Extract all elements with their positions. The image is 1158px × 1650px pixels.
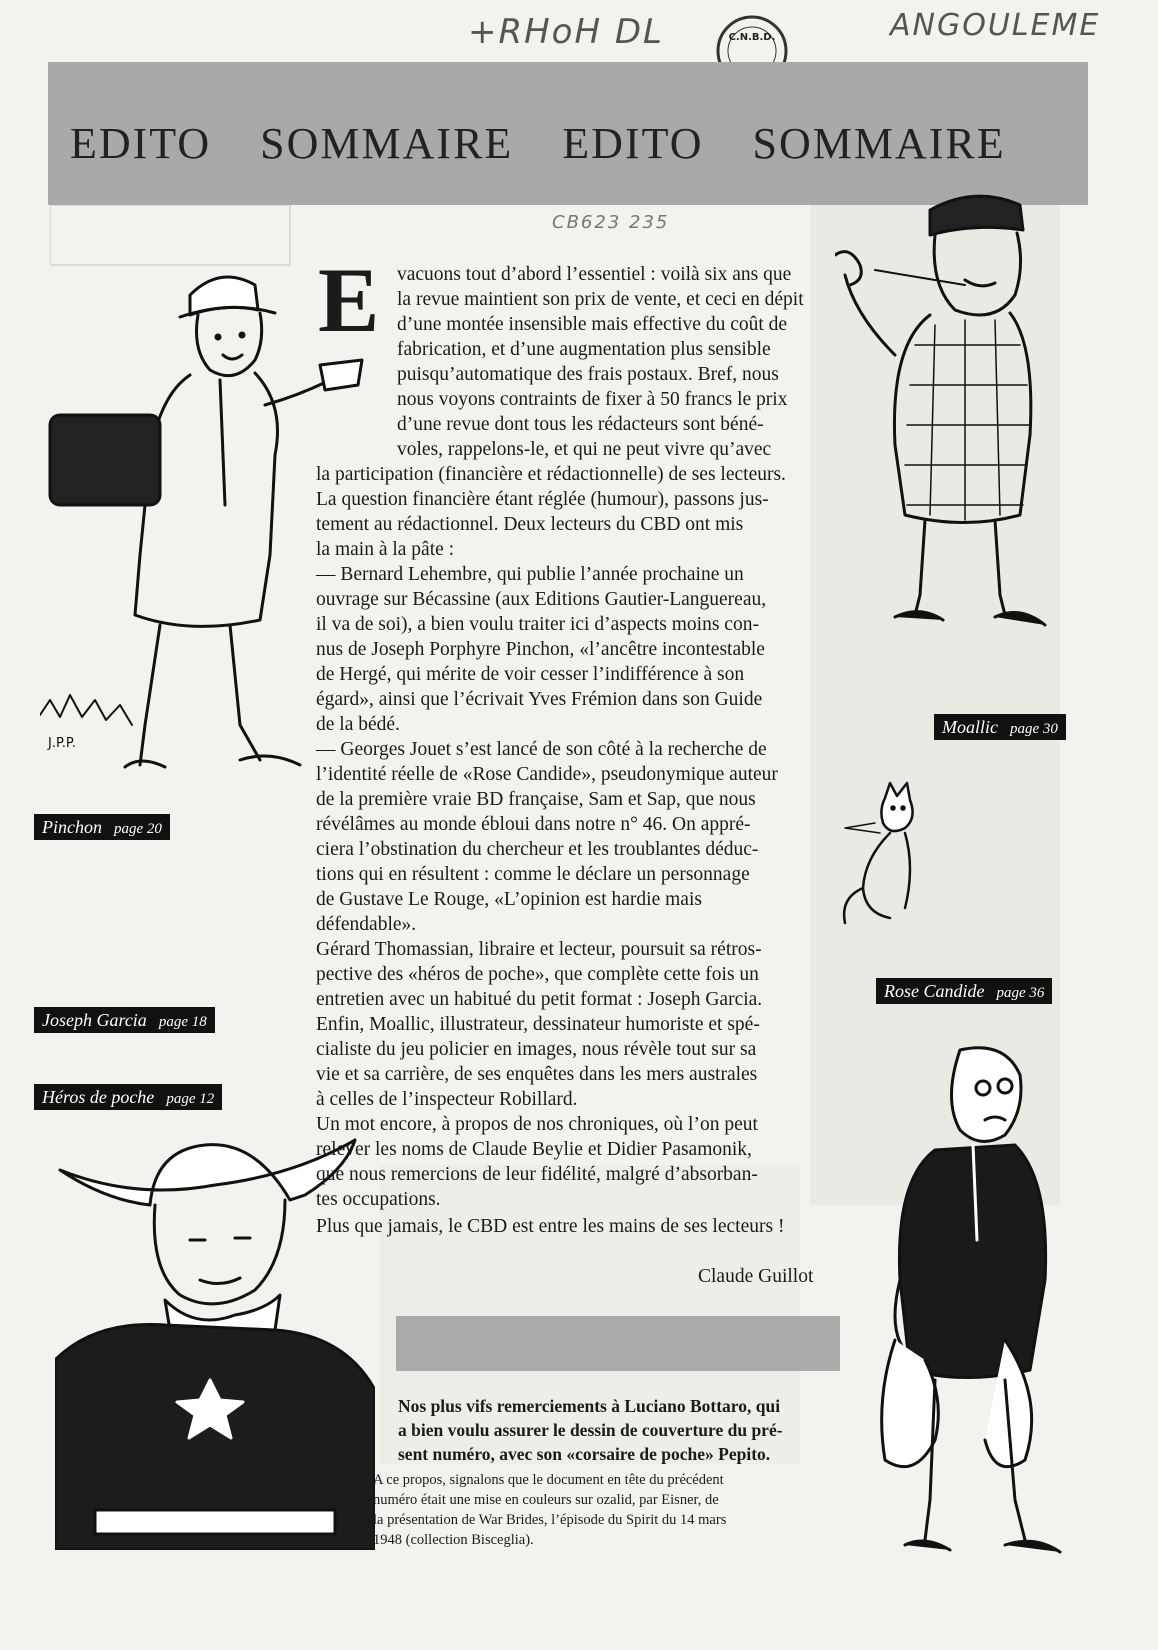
edito-line: la participation (financière et rédactionnelle) de ses lecteurs. — [316, 464, 786, 485]
sommaire-label-moallic — [934, 714, 1066, 740]
edito-line: fabrication, et d’une augmentation plus sensible — [397, 339, 771, 360]
edito-line: tions qui en résultent : comme le déclare un personnage — [316, 864, 750, 885]
edito-line: voles, rappelons-le, et qui ne peut vivre qu’avec — [397, 439, 772, 460]
edito-line: tement au rédactionnel. Deux lecteurs du CBD ont mis — [316, 514, 744, 535]
sommaire-name: Héros de poche — [42, 1087, 155, 1107]
edito-line: d’une revue dont tous les rédacteurs sont béné- — [397, 414, 764, 435]
moallic-illustration — [835, 185, 1065, 685]
edito-line: tes occupations. — [316, 1189, 441, 1210]
sommaire-label-joseph-garcia — [34, 1007, 215, 1033]
rose-candide-illustration — [855, 1040, 1075, 1560]
edito-line: Enfin, Moallic, illustrateur, dessinateur humoriste et spé- — [316, 1014, 760, 1035]
edito-line: ouvrage sur Bécassine (aux Editions Gautier-Languereau, — [316, 589, 767, 610]
edito-line: cialiste du jeu policier en images, nous révèle tout sur sa — [316, 1039, 757, 1060]
edito-line: Plus que jamais, le CBD est entre les mains de ses lecteurs ! — [316, 1216, 785, 1237]
edito-line: Un mot encore, à propos de nos chroniques, où l’on peut — [316, 1114, 758, 1135]
sommaire-name: Pinchon — [42, 817, 102, 837]
sommaire-name: Moallic — [942, 717, 998, 737]
edito-line: à celles de l’inspecteur Robillard. — [316, 1089, 578, 1110]
handwritten-note: +RHoH DL — [468, 12, 664, 52]
edito-line: — Georges Jouet s’est lancé de son côté à la recherche de — [316, 739, 767, 760]
note-line: 1948 (collection Bisceglia). — [373, 1532, 534, 1548]
thanks-bar — [396, 1316, 840, 1371]
stamp-top-text: C.N.B.D. — [728, 32, 776, 43]
edito-line: Gérard Thomassian, libraire et lecteur, poursuit sa rétros- — [316, 939, 762, 960]
banner-title: EDITO SOMMAIRE EDITO SOMMAIRE — [70, 119, 1006, 168]
edito-line: de Hergé, qui mérite de voir cesser l’indifférence à son — [316, 664, 745, 685]
note-line: numéro était une mise en couleurs sur ozalid, par Eisner, de — [373, 1492, 719, 1508]
sommaire-label-rose-candide — [876, 978, 1052, 1004]
edito-line: relever les noms de Claude Beylie et Didier Pasamonik, — [316, 1139, 752, 1160]
edito-line: la main à la pâte : — [316, 539, 455, 560]
edito-line: de Gustave Le Rouge, «L’opinion est hardie mais — [316, 889, 702, 910]
thanks-line: sent numéro, avec son «corsaire de poche» Pepito. — [398, 1444, 771, 1464]
sommaire-page: page 12 — [166, 1091, 215, 1107]
note-line: la présentation de War Brides, l’épisode du Spirit du 14 mars — [373, 1512, 727, 1528]
edito-line: l’identité réelle de «Rose Candide», pseudonymique auteur — [316, 764, 778, 785]
sommaire-page: page 36 — [996, 985, 1045, 1001]
edito-line: révélâmes au monde ébloui dans notre n° 46. On appré- — [316, 814, 751, 835]
edito-line: il va de soi), a bien voulu traiter ici d’aspects moins con- — [316, 614, 759, 635]
edito-line: de la première vraie BD française, Sam et Sap, que nous — [316, 789, 756, 810]
edito-line: égard», ainsi que l’écrivait Yves Frémion dans son Guide — [316, 689, 763, 710]
drop-cap: E — [318, 249, 380, 351]
thanks-line: a bien voulu assurer le dessin de couverture du pré- — [398, 1420, 783, 1440]
thanks-line: Nos plus vifs remerciements à Luciano Bottaro, qui — [398, 1396, 781, 1416]
edito-line: d’une montée insensible mais effective du coût de — [397, 314, 788, 335]
sommaire-label-pinchon — [34, 814, 170, 840]
note-line: A ce propos, signalons que le document en tête du précédent — [373, 1472, 724, 1488]
edito-line: puisqu’automatique des frais postaux. Bref, nous — [397, 364, 779, 385]
sommaire-page: page 18 — [158, 1014, 207, 1030]
edito-line: vacuons tout d’abord l’essentiel : voilà six ans que — [397, 264, 792, 285]
edito-line: pective des «héros de poche», que complète cette fois un — [316, 964, 759, 985]
sommaire-name: Joseph Garcia — [42, 1010, 147, 1030]
edito-line: la revue maintient son prix de vente, et ceci en dépit — [397, 289, 804, 310]
sommaire-name: Rose Candide — [884, 981, 985, 1001]
sommaire-label-heros-de-poche — [34, 1084, 222, 1110]
edito-line: défendable». — [316, 914, 417, 935]
sommaire-page: page 30 — [1010, 721, 1058, 737]
signature: Claude Guillot — [698, 1266, 814, 1287]
edito-line: nus de Joseph Porphyre Pinchon, «l’ancêtre incontestable — [316, 639, 765, 660]
cat-illustration — [835, 778, 945, 928]
edito-line: nous voyons contraints de fixer à 50 francs le prix — [397, 389, 788, 410]
edito-line: de la bédé. — [316, 714, 400, 735]
handwritten-city: ANGOULEME — [890, 8, 1101, 43]
edito-line: que nous remercions de leur fidélité, malgré d’absorban- — [316, 1164, 758, 1185]
edito-line: vie et sa carrière, de ses enquêtes dans les mers australes — [316, 1064, 758, 1085]
edito-line: — Bernard Lehembre, qui publie l’année prochaine un — [316, 564, 744, 585]
handwritten-code: CB623 235 — [552, 212, 670, 233]
edito-line: ciera l’obstination du chercheur et les troublantes déduc- — [316, 839, 759, 860]
sommaire-page: page 20 — [114, 821, 162, 837]
edito-line: entretien avec un habitué du petit format : Joseph Garcia. — [316, 989, 763, 1010]
edito-line: La question financière étant réglée (humour), passons jus- — [316, 489, 769, 510]
illustration-signature: J.P.P. — [48, 736, 76, 751]
